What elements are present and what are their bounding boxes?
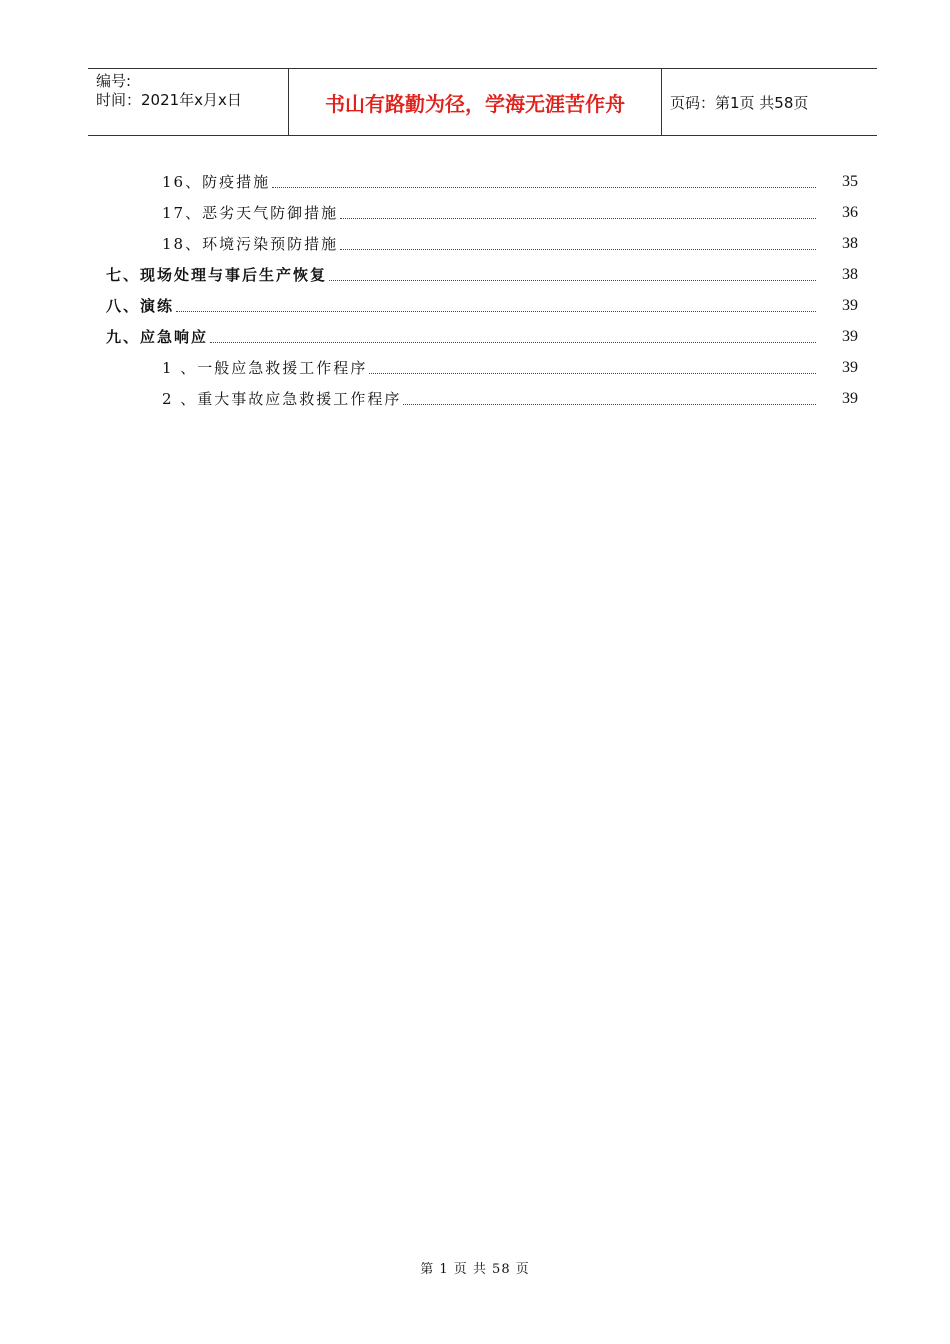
toc-entry-title: 八、演练: [106, 297, 175, 315]
toc-entry-title: 16、防疫措施: [162, 173, 271, 191]
toc-dot-leader: [340, 218, 816, 219]
toc-entry[interactable]: [0, 230, 950, 254]
header-left-cell: [88, 69, 288, 135]
toc-entry-page: 39: [842, 328, 858, 345]
toc-entry[interactable]: [0, 261, 950, 285]
toc-entry-page: 35: [842, 173, 858, 190]
toc-dot-leader: [403, 404, 816, 405]
toc-dot-leader: [176, 311, 816, 312]
toc-entry-title: 2 、重大事故应急救援工作程序: [162, 390, 402, 408]
page-header: [88, 68, 877, 136]
toc-entry-page: 38: [842, 235, 858, 252]
header-right-cell: [662, 69, 877, 135]
toc-dot-leader: [340, 249, 816, 250]
page-footer: [0, 1258, 950, 1277]
toc-entry[interactable]: [0, 292, 950, 316]
toc-entry-title: 七、现场处理与事后生产恢复: [106, 266, 328, 284]
toc-entry[interactable]: [0, 168, 950, 192]
toc-entry-title: 18、环境污染预防措施: [162, 235, 339, 253]
toc-dot-leader: [329, 280, 816, 281]
toc-dot-leader: [210, 342, 816, 343]
footer-page-number: 第 1 页 共 58 页: [420, 1262, 530, 1277]
toc-entry[interactable]: [0, 199, 950, 223]
toc-entry[interactable]: [0, 385, 950, 409]
motto-text: 书山有路勤为径，学海无涯苦作舟: [325, 92, 625, 116]
toc-entry-page: 36: [842, 204, 858, 221]
toc-entry-title: 1 、一般应急救援工作程序: [162, 359, 368, 377]
toc-entry-page: 39: [842, 390, 858, 407]
toc-entry[interactable]: [0, 323, 950, 347]
serial-label: 编号:: [96, 72, 132, 90]
page-code: 页码：第1页 共58页: [670, 94, 809, 112]
time-label: 时间：2021年x月x日: [96, 91, 242, 109]
toc-entry-page: 39: [842, 297, 858, 314]
toc-entry-title: 九、应急响应: [106, 328, 209, 346]
toc-dot-leader: [369, 373, 816, 374]
header-middle-cell: [288, 69, 662, 135]
toc-entry-page: 39: [842, 359, 858, 376]
toc-dot-leader: [272, 187, 816, 188]
toc-entry[interactable]: [0, 354, 950, 378]
toc-entry-title: 17、恶劣天气防御措施: [162, 204, 339, 222]
toc-entry-page: 38: [842, 266, 858, 283]
